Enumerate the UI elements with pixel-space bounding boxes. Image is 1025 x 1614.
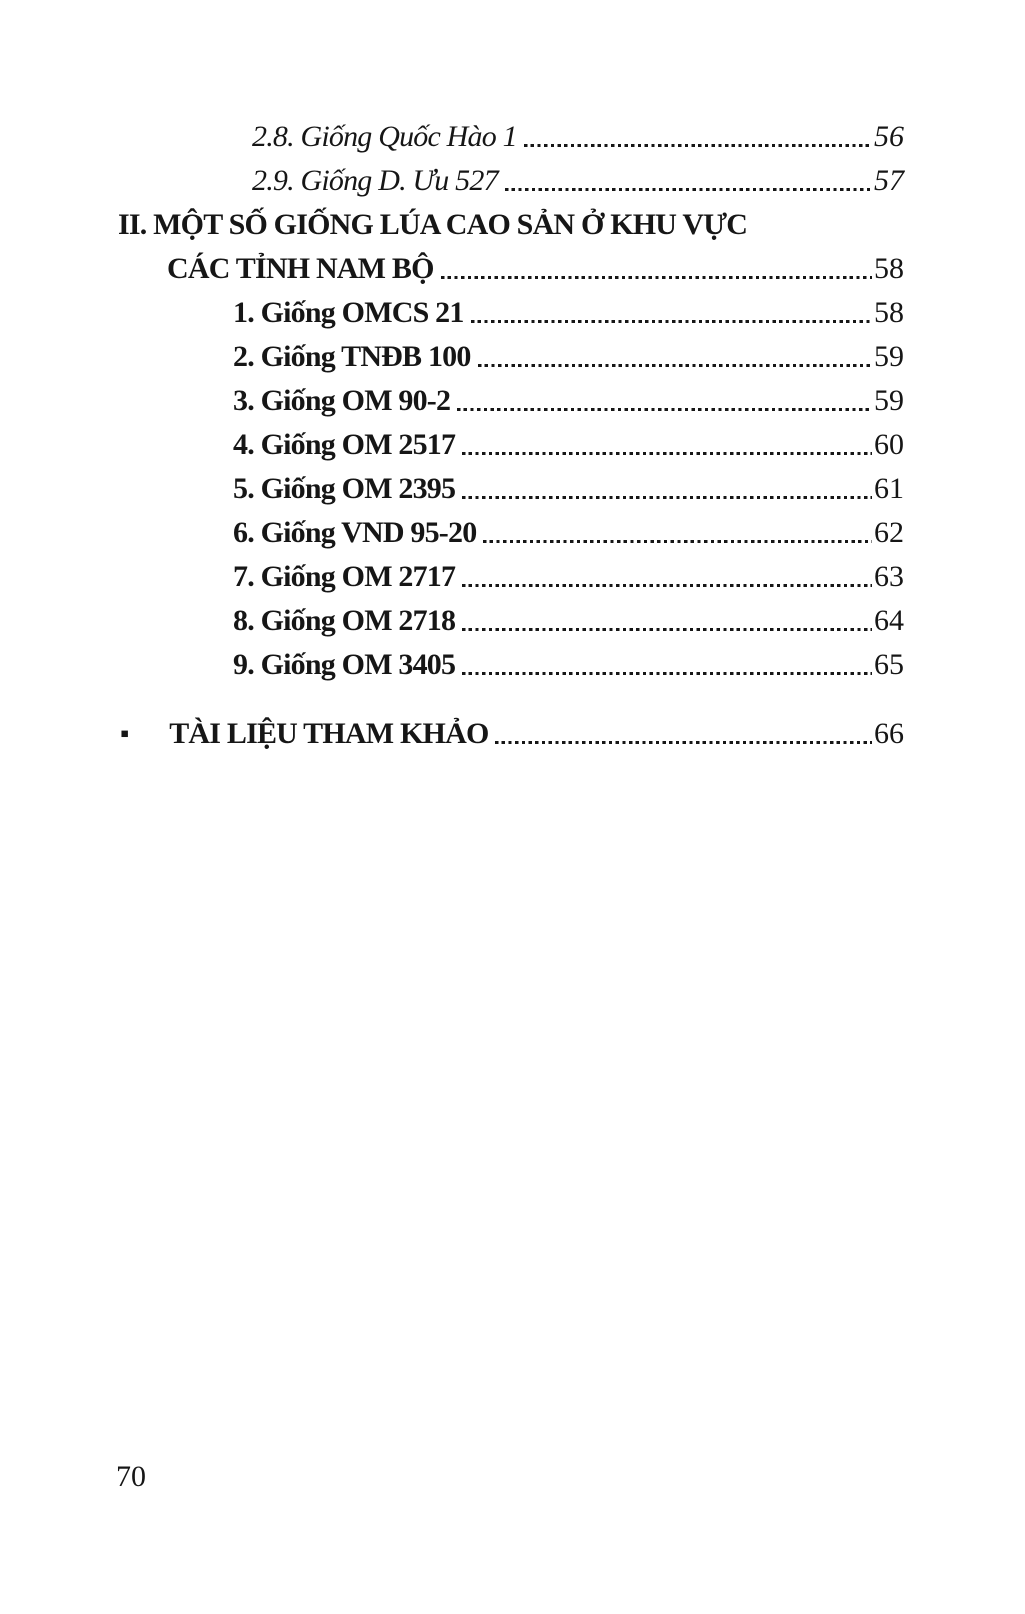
- toc-entry-page: 65: [874, 648, 904, 681]
- toc-entry: [118, 641, 904, 685]
- toc-entry-page: 62: [874, 516, 904, 549]
- toc-entry: [118, 465, 904, 509]
- toc-entry-label: 5. Giống OM 2395: [233, 472, 456, 505]
- toc-entry: [118, 421, 904, 465]
- toc-entry-page: 59: [874, 384, 904, 417]
- toc-reference-row: [118, 710, 904, 754]
- toc-entry-page: 59: [874, 340, 904, 373]
- toc-entry-label: 1. Giống OMCS 21: [233, 296, 464, 329]
- toc-entry-label: CÁC TỈNH NAM BỘ: [167, 252, 434, 285]
- toc-entry-label: 9. Giống OM 3405: [233, 648, 456, 681]
- toc-entry-page: 58: [874, 296, 904, 329]
- toc-list: [118, 113, 904, 754]
- toc-entry-label: 8. Giống OM 2718: [233, 604, 456, 637]
- toc-entry: [118, 201, 904, 245]
- toc-entry-page: 61: [874, 472, 904, 505]
- toc-entry: [118, 289, 904, 333]
- toc-rows: [118, 113, 904, 685]
- toc-entry: [118, 509, 904, 553]
- toc-entry: [118, 377, 904, 421]
- toc-entry-page: 64: [874, 604, 904, 637]
- toc-entry-label: 7. Giống OM 2717: [233, 560, 456, 593]
- toc-entry: [118, 245, 904, 289]
- toc-entry-label: 2. Giống TNĐB 100: [233, 340, 471, 373]
- toc-entry-label: II. MỘT SỐ GIỐNG LÚA CAO SẢN Ở KHU VỰC: [118, 208, 748, 241]
- toc-entry: [118, 113, 904, 157]
- toc-entry-label: 4. Giống OM 2517: [233, 428, 456, 461]
- toc-entry: [118, 333, 904, 377]
- toc-entry: [118, 597, 904, 641]
- toc-entry-page: 63: [874, 560, 904, 593]
- toc-entry-page: 56: [874, 120, 904, 153]
- toc-entry-page: 60: [874, 428, 904, 461]
- bullet-square-icon: ▪: [120, 719, 130, 748]
- toc-entry-label: 6. Giống VND 95-20: [233, 516, 477, 549]
- toc-reference-page: 66: [874, 717, 904, 750]
- page-number: 70: [116, 1460, 146, 1493]
- toc-entry-label: 2.9. Giống D. Ưu 527: [252, 164, 498, 197]
- toc-reference-label: TÀI LIỆU THAM KHẢO: [169, 717, 489, 750]
- toc-entry-label: 2.8. Giống Quốc Hào 1: [252, 120, 517, 153]
- toc-entry-page: 57: [874, 164, 904, 197]
- toc-entry-page: 58: [874, 252, 904, 285]
- toc-entry: [118, 157, 904, 201]
- toc-entry: [118, 553, 904, 597]
- toc-entry-label: 3. Giống OM 90-2: [233, 384, 451, 417]
